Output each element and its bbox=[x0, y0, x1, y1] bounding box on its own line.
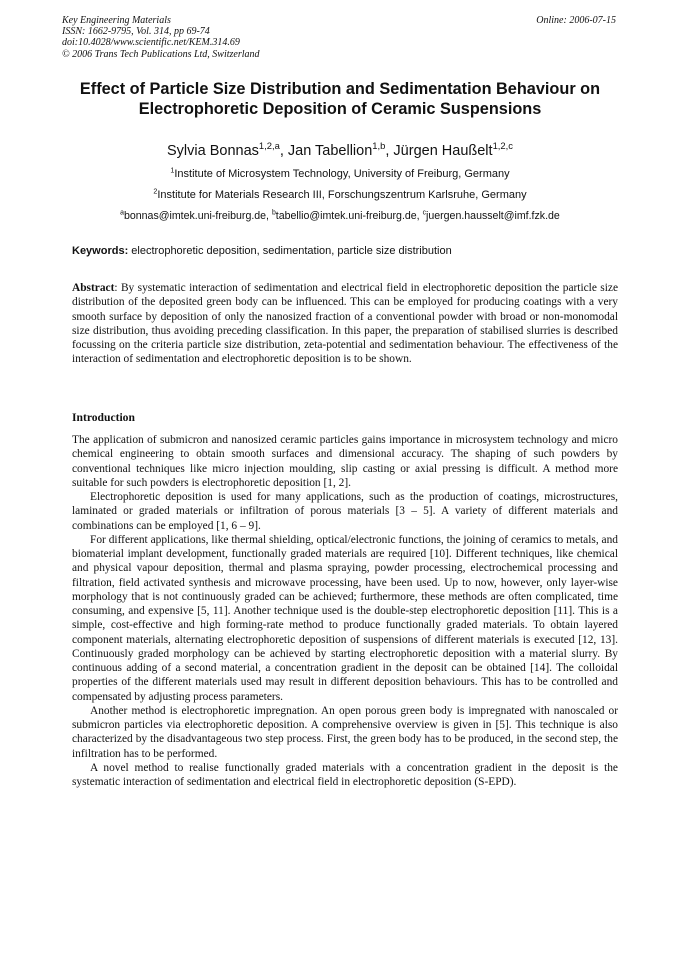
affiliation-1: $^1$Institute of Microsystem Technology, University of Freiburg, Germany bbox=[170, 166, 510, 180]
author-emails: $^a$bonnas@imtek.uni-freiburg.de, $^b$tabellio@imtek.uni-freiburg.de, $^c$juergen.hausselt@imf.fzk.de bbox=[120, 209, 560, 222]
author: Jürgen Haußelt$^{1,2,c}$ bbox=[393, 140, 513, 159]
abstract-label: Abstract bbox=[72, 282, 115, 294]
abstract bbox=[72, 281, 618, 367]
online-date: Online: 2006-07-15 bbox=[536, 15, 616, 26]
journal-header bbox=[62, 15, 260, 60]
paragraph: The application of submicron and nanosized ceramic particles gains importance in microsystem technology and micro chemical engineering to obtain smooth surfaces and dimensional accuracy. The shaping of such powders by conventional techniques like micro injection moulding, slip casting or axial pressing is difficult. A method more suitable for such powders is electrophoretic deposition [1, 2]. bbox=[72, 434, 618, 489]
paper-title: Effect of Particle Size Distribution and Sedimentation Behaviour on Electrophoretic Deposition of Ceramic Suspensions bbox=[79, 80, 601, 118]
journal-name: Key Engineering Materials bbox=[62, 15, 171, 26]
author: Jan Tabellion$^{1,b}$, bbox=[287, 140, 394, 159]
author: Sylvia Bonnas$^{1,2,a}$, bbox=[167, 140, 288, 159]
paragraph: For different applications, like thermal shielding, optical/electronic functions, the joining of ceramics to metals, and biomaterial implant development, functionally graded materials are required [10]. Different techniques, like chemical and physical vapour deposition, thermal and plasma spraying, powder processing, electrochemical processing and filtration, field activated synthesis and microwave processing, have been used. Up to now, however, only layer-wise morphology that is not continuously graded can be achieved; furthermore, these methods are often complicated, time consuming, and expensive [5, 11]. Another technique used is the double-step electrophoretic deposition [11]. This is a simple, cost-effective and high forming-rate method to produce functionally graded materials. To obtain layered component materials, alternating electrophoretic deposition of suspensions of different materials is executed [12, 13]. Continuously graded morphology can be achieved by starting electrophoretic deposition with a material slurry. By continuous adding of a second material, a concentration gradient in the deposit can be obtained [14]. The colloidal properties of the different materials used may result in different deposition behaviours. This has to be controlled and compensated by adjusting process parameters. bbox=[72, 533, 618, 703]
paragraph: Electrophoretic deposition is used for many applications, such as the production of coatings, microstructures, laminated or graded materials or infiltration of porous materials [3 – 5]. A variety of different materials and combinations can be employed [1, 6 – 9]. bbox=[72, 491, 618, 532]
introduction-body bbox=[72, 433, 618, 789]
issn-line: ISSN: 1662-9795, Vol. 314, pp 69-74 bbox=[62, 26, 210, 38]
affiliation-2: $^2$Institute for Materials Research III, Forschungszentrum Karlsruhe, Germany bbox=[153, 187, 527, 201]
author-list bbox=[62, 142, 618, 160]
paragraph: A novel method to realise functionally graded materials with a concentration gradient in the deposit is the systematic interaction of sedimentation and electrical field in electrophoretic deposition (S-EPD). bbox=[72, 761, 618, 788]
section-heading-introduction: Introduction bbox=[72, 411, 135, 424]
keywords-label: Keywords: bbox=[72, 245, 129, 257]
paragraph: Another method is electrophoretic impregnation. An open porous green body is impregnated with nanoscaled or submicron particles via electrophoretic deposition. A comprehensive overview is given in [5]. This technique is also characterized by the disadvantageous two step process. First, the green body has to be produced, in the second step, the infiltration has to be performed. bbox=[72, 704, 618, 760]
keywords-text: electrophoretic deposition, sedimentation, particle size distribution bbox=[128, 245, 452, 257]
abstract-text: : By systematic interaction of sedimentation and electrical field in electrophoretic deposition the particle size distribution of the deposited green body can be influenced. This can be employed for producing coatings with a very smooth surface by deposition of only the nanosized fraction of a conventional powder with broad or non-monomodal size distribution, thus avoiding preceding classification. In this paper, the preparation of stabilised slurries is described focussing on the criteria particle size distribution, zeta-potential and sedimentation behaviour. The effectiveness of the interaction of sedimentation and electrophoretic deposition is to be shown. bbox=[72, 282, 618, 366]
copyright-line: © 2006 Trans Tech Publications Ltd, Switzerland bbox=[62, 48, 260, 60]
doi-line: doi:10.4028/www.scientific.net/KEM.314.69 bbox=[62, 37, 240, 49]
keywords bbox=[72, 245, 618, 258]
